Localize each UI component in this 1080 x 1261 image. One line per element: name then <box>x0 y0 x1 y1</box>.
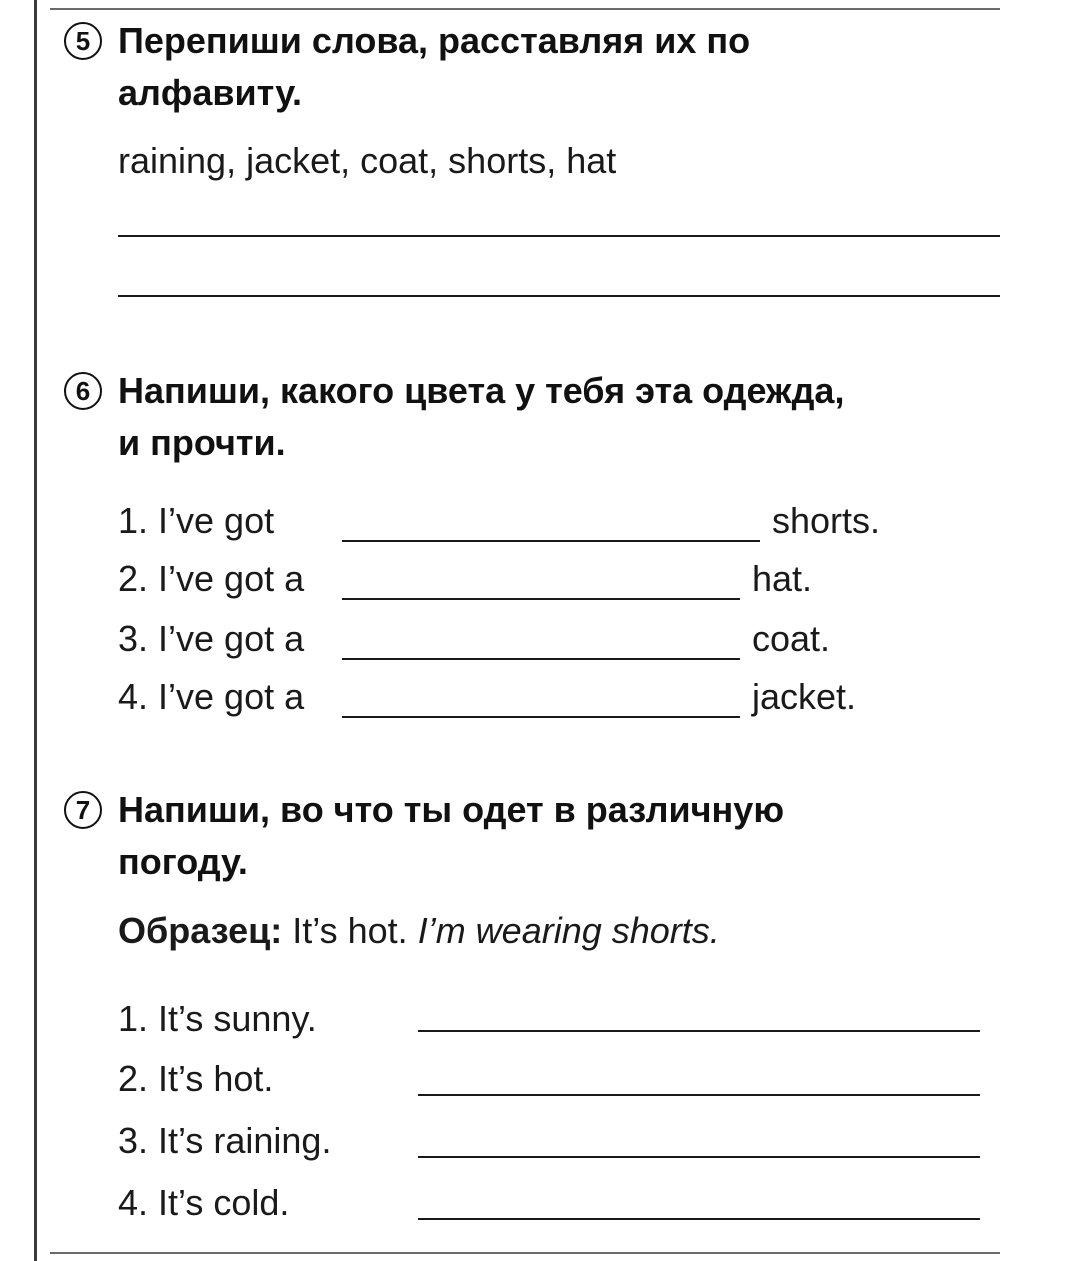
colour-answer-line[interactable] <box>342 658 740 660</box>
task-heading-line-1: Перепиши слова, расставляя их по <box>118 20 751 61</box>
task-heading-line-1: Напиши, во что ты одет в различную <box>118 789 785 830</box>
task-heading-line-1: Напиши, какого цвета у тебя эта одежда, <box>118 370 845 411</box>
example-label: Образец: <box>118 910 283 951</box>
task-heading <box>118 15 998 119</box>
sentence-suffix: coat. <box>752 618 831 659</box>
task-heading <box>118 784 998 888</box>
colour-answer-line[interactable] <box>342 540 760 542</box>
task-number-badge: 5 <box>64 22 102 60</box>
clothing-answer-line[interactable] <box>418 1156 980 1158</box>
task-heading-line-2: алфавиту. <box>118 72 303 113</box>
clothing-answer-line[interactable] <box>418 1094 980 1096</box>
sentence-suffix: jacket. <box>752 676 857 717</box>
sentence-prefix: 1. I’ve got <box>118 500 275 541</box>
weather-sentence: 2. It’s hot. <box>118 1058 274 1099</box>
sentence-prefix: 3. I’ve got a <box>118 618 305 659</box>
bottom-divider <box>50 1252 1000 1254</box>
word-list: raining, jacket, coat, shorts, hat <box>118 140 617 181</box>
example-italic: I’m wearing shorts. <box>417 910 720 951</box>
sentence-prefix: 2. I’ve got a <box>118 558 305 599</box>
task-heading-line-2: и прочти. <box>118 422 286 463</box>
task-number-badge: 6 <box>64 372 102 410</box>
colour-answer-line[interactable] <box>342 716 740 718</box>
weather-sentence: 4. It’s cold. <box>118 1182 290 1223</box>
colour-answer-line[interactable] <box>342 598 740 600</box>
sentence-suffix: shorts. <box>772 500 881 541</box>
sentence-prefix: 4. I’ve got a <box>118 676 305 717</box>
weather-sentence: 1. It’s sunny. <box>118 998 317 1039</box>
task-number-badge: 7 <box>64 791 102 829</box>
example-plain: It’s hot. <box>292 910 408 951</box>
top-divider <box>50 8 1000 10</box>
clothing-answer-line[interactable] <box>418 1218 980 1220</box>
clothing-answer-line[interactable] <box>418 1030 980 1032</box>
answer-line-2[interactable] <box>118 295 1000 297</box>
task-heading-line-2: погоду. <box>118 841 248 882</box>
answer-line-1[interactable] <box>118 235 1000 237</box>
sentence-suffix: hat. <box>752 558 813 599</box>
margin-rule <box>34 0 37 1261</box>
example-sentence <box>118 910 720 952</box>
task-heading <box>118 365 998 469</box>
weather-sentence: 3. It’s raining. <box>118 1120 332 1161</box>
